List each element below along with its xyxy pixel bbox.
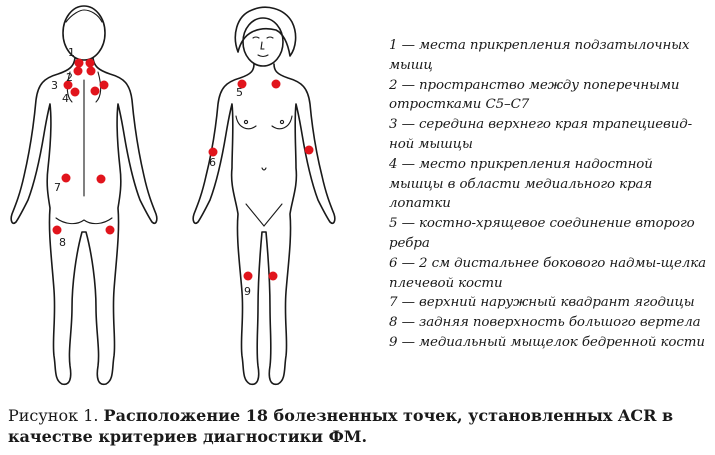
tender-point-7-right (97, 175, 106, 184)
front-breast-right (272, 116, 292, 129)
body-diagram (0, 0, 380, 400)
legend-item-3: 3 — середина верхнего края трапециевид-ной мышцы (389, 117, 693, 152)
front-nose (261, 42, 264, 49)
front-mouth (258, 55, 268, 57)
legend-item-5: 5 — костно-хрящевое соединение второго ребра (389, 216, 695, 251)
marker-1: 1 (68, 46, 75, 59)
marker-7: 7 (54, 181, 61, 194)
tender-point-9-right (269, 272, 278, 281)
tender-point-1-left (75, 59, 84, 68)
front-eye-right (267, 37, 273, 38)
tender-point-2-left (74, 67, 83, 76)
tender-point-5-right (272, 80, 281, 89)
tender-point-1-right (86, 59, 95, 68)
tender-point-9-left (244, 272, 253, 281)
front-navel (262, 168, 266, 170)
marker-5: 5 (236, 86, 243, 99)
tender-point-4-right (91, 87, 100, 96)
marker-3: 3 (51, 79, 58, 92)
caption-title: Расположение 18 болезненных точек, установленных ACR в качестве критериев диагностики ФМ. (8, 406, 674, 446)
front-breast-left (236, 116, 256, 129)
legend-item-4: 4 — место прикрепления надостной мышцы в области медиального края лопатки (389, 156, 653, 212)
front-figure (193, 7, 335, 384)
front-pelvis-line (246, 204, 282, 226)
back-gluteal-line (56, 218, 112, 224)
legend-item-6: 6 — 2 см дистальнее бокового надмы-щелка плечевой кости (389, 255, 706, 291)
tender-point-4-left (71, 88, 80, 97)
marker-2: 2 (66, 71, 73, 84)
tender-point-8-left (53, 226, 62, 235)
legend-item-9: 9 — медиальный мыщелок бедренной кости (389, 334, 705, 350)
tender-point-7-left (62, 174, 71, 183)
tender-points (53, 59, 314, 281)
front-nipple-left (244, 120, 247, 123)
legend-item-8: 8 — задняя поверхность большого вертела (389, 315, 701, 331)
tender-point-3-right (100, 81, 109, 90)
tender-point-8-right (106, 226, 115, 235)
front-nipple-right (280, 120, 283, 123)
legend-item-7: 7 — верхний наружный квадрант ягодицы (389, 295, 695, 311)
legend (389, 36, 711, 353)
front-body-outline (193, 64, 335, 384)
tender-point-2-right (87, 67, 96, 76)
marker-6: 6 (209, 156, 216, 169)
marker-8: 8 (59, 236, 66, 249)
marker-4: 4 (62, 92, 69, 105)
legend-item-1: 1 — места прикрепления подзатылочных мышц (389, 38, 690, 73)
back-figure (11, 6, 157, 384)
figure-caption (8, 405, 708, 447)
caption-prefix: Рисунок 1. (8, 406, 104, 425)
front-face (243, 18, 283, 66)
marker-9: 9 (244, 285, 251, 298)
legend-item-2: 2 — пространство между поперечными отростками С5–С7 (389, 77, 680, 113)
front-eye-left (253, 37, 259, 38)
point-markers (51, 46, 251, 298)
tender-point-6-right (305, 146, 314, 155)
